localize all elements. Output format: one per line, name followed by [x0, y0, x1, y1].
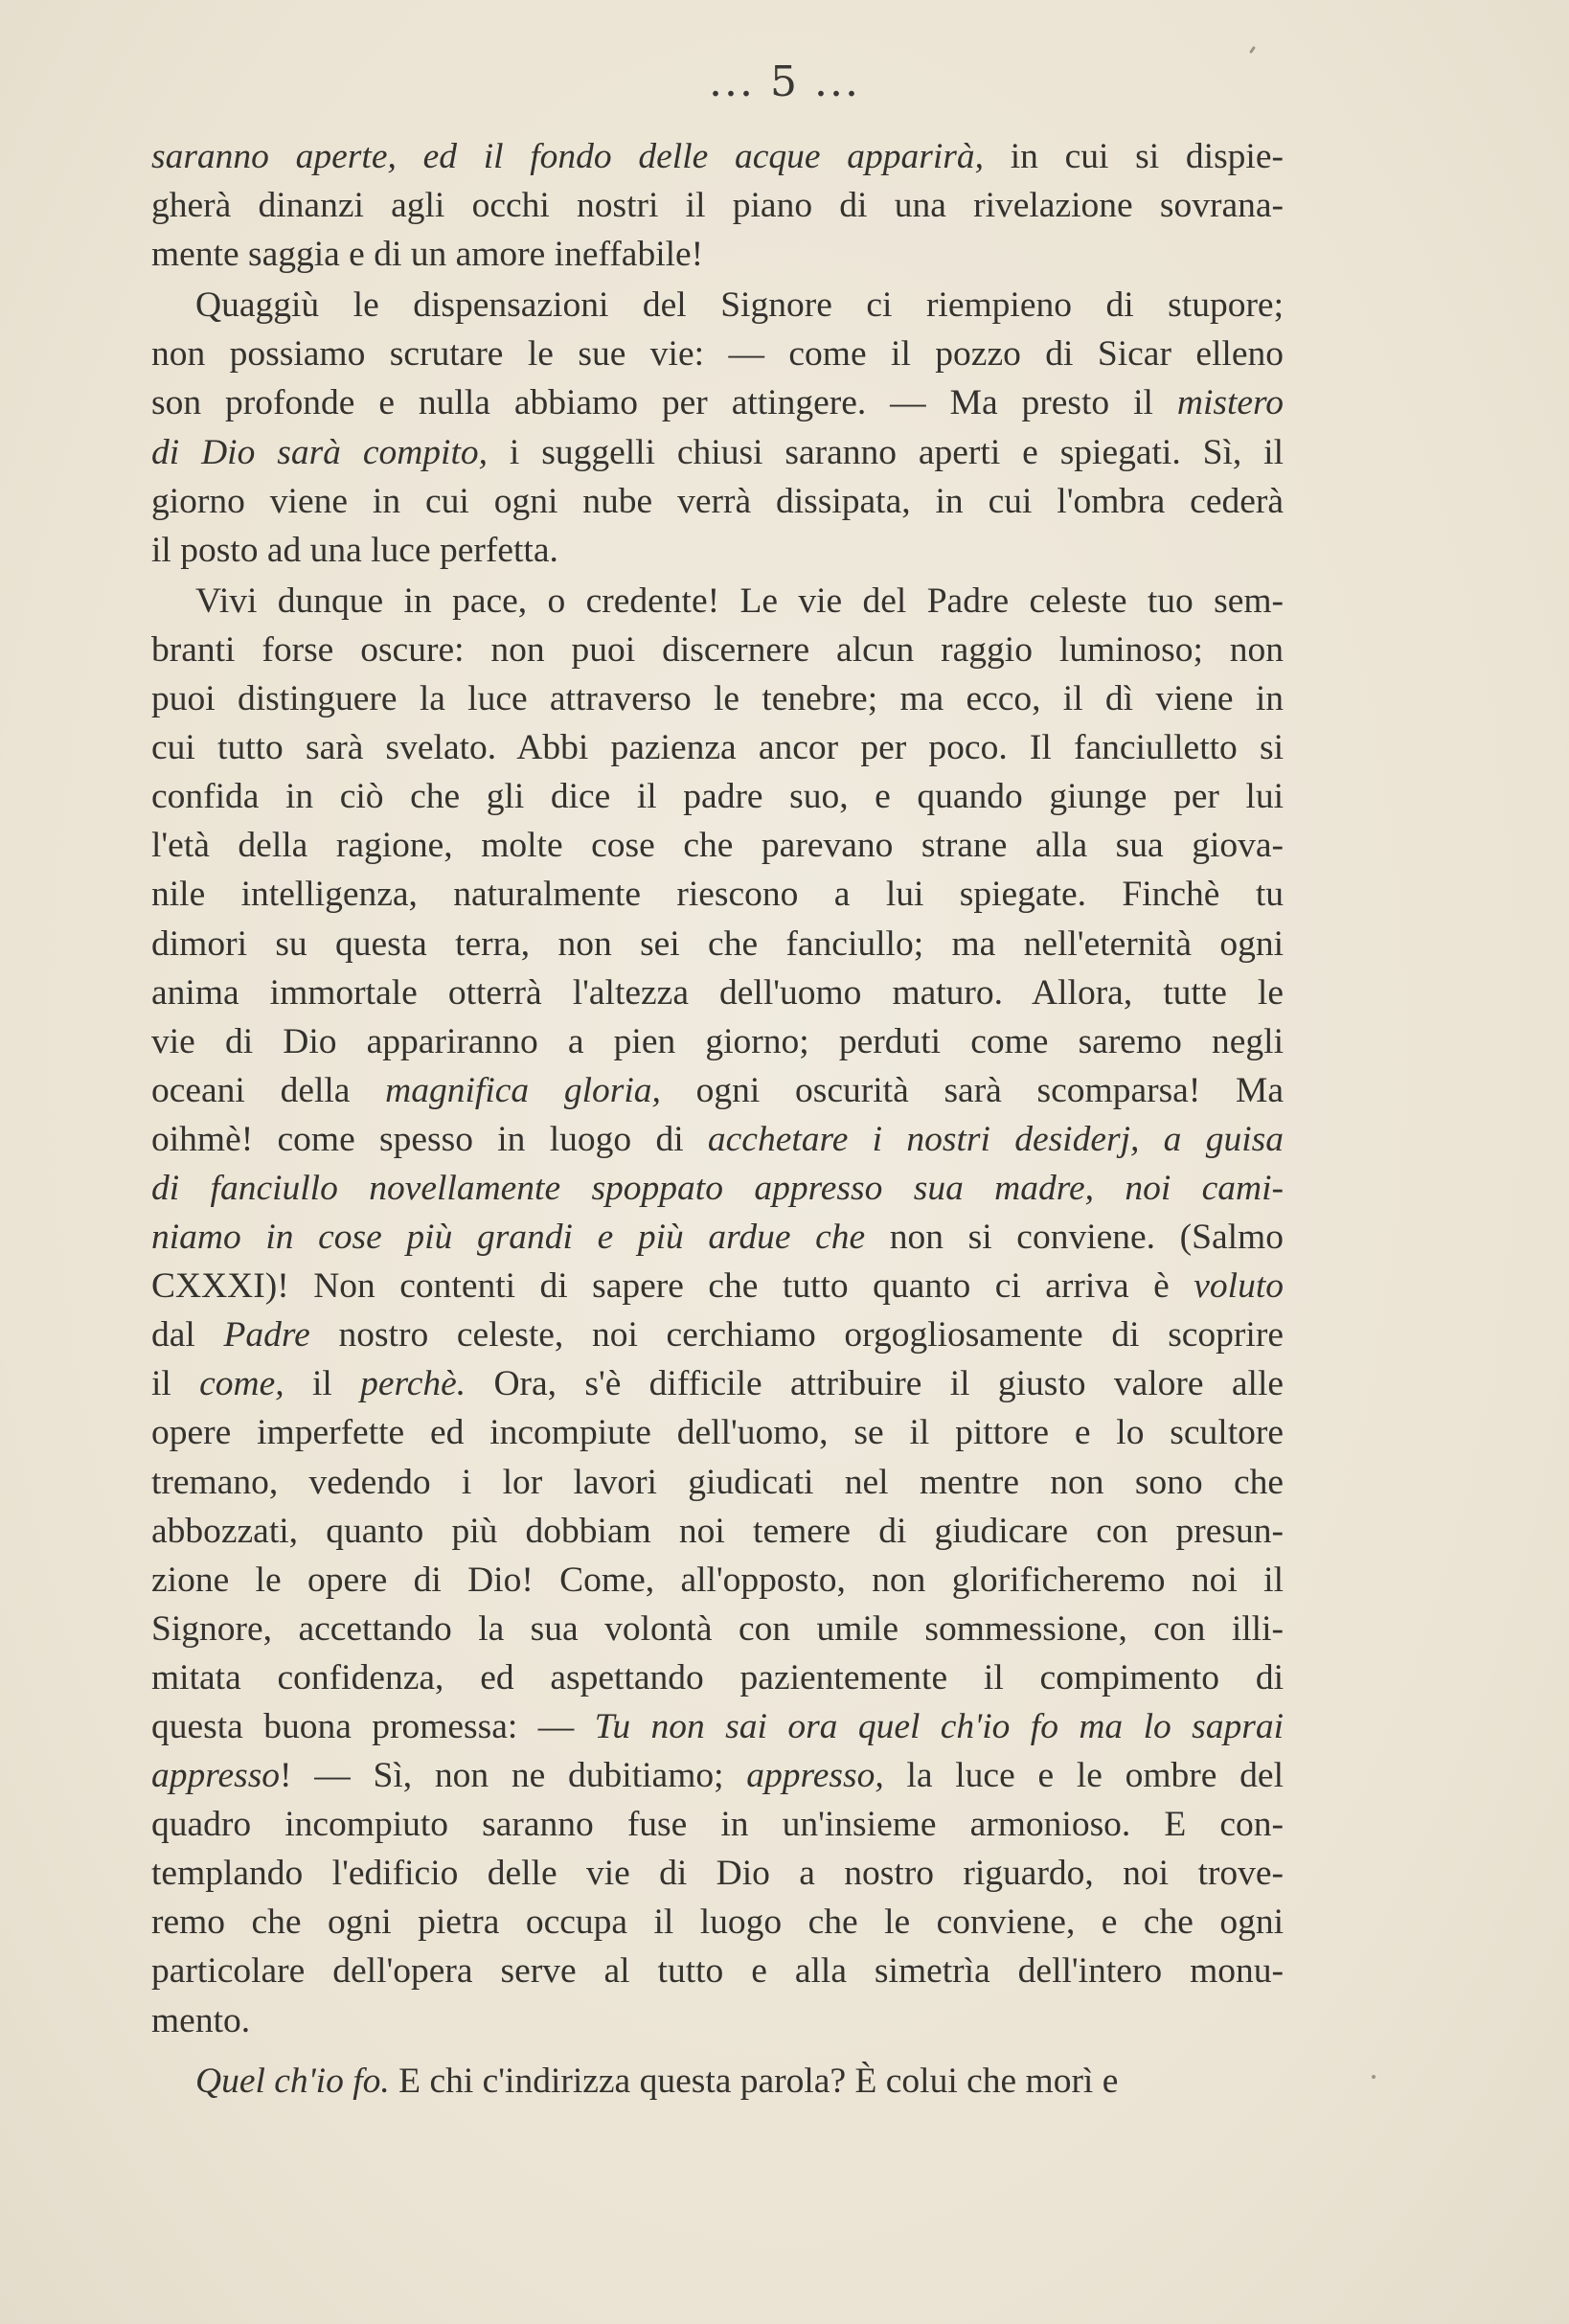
italic-text: magnifica gloria, — [385, 1070, 661, 1110]
text-run: mente saggia e di un amore ineffabile! — [151, 235, 704, 275]
text-line — [151, 1164, 1284, 1213]
text-run: il — [284, 1364, 361, 1404]
paper-speck — [1249, 46, 1256, 54]
text-line — [151, 1947, 1284, 1995]
text-line — [151, 821, 1284, 870]
text-run: Vivi dunque in pace, o credente! Le vie del Padre celeste tuo sem- — [195, 581, 1284, 621]
text-line — [151, 1262, 1284, 1310]
text-run: cui tutto sarà svelato. Abbi pazienza ancor per poco. Il fanciulletto si — [151, 728, 1284, 768]
text-line — [151, 2057, 1284, 2106]
italic-text: acchetare i nostri desiderj, a guisa — [707, 1119, 1284, 1159]
text-line — [151, 1800, 1284, 1849]
text-run: son profonde e nulla abbiamo per attingere. — Ma presto il — [151, 383, 1177, 423]
text-run: ! — Sì, non ne dubitiamo; — [280, 1756, 747, 1796]
text-line — [151, 281, 1284, 330]
text-run: CXXXI)! Non contenti di sapere che tutto quanto ci arriva è — [151, 1266, 1194, 1307]
text-run: Quaggiù le dispensazioni del Signore ci riempieno di stupore; — [195, 285, 1284, 326]
text-run: E chi c'indirizza questa parola? È colui che morì e — [389, 2061, 1119, 2101]
text-run: quadro incompiuto saranno fuse in un'insieme armonioso. E con- — [151, 1805, 1284, 1845]
text-run: templando l'edificio delle vie di Dio a nostro riguardo, noi trove- — [151, 1854, 1284, 1894]
text-run: anima immortale otterrà l'altezza dell'uomo maturo. Allora, tutte le — [151, 972, 1284, 1013]
text-line — [151, 1556, 1284, 1605]
italic-text: perchè. — [360, 1364, 466, 1404]
italic-text: mistero — [1176, 383, 1284, 423]
text-line — [151, 1458, 1284, 1507]
italic-text: di fanciullo novellamente spoppato appresso sua madre, noi cami- — [151, 1168, 1284, 1208]
text-run: oceani della — [151, 1070, 386, 1110]
italic-text: appresso, — [746, 1756, 884, 1796]
text-run: tremano, vedendo i lor lavori giudicati nel mentre non sono che — [151, 1462, 1284, 1502]
text-line — [151, 1849, 1284, 1898]
text-run: opere imperfette ed incompiute dell'uomo, se il pittore e lo scultore — [151, 1413, 1284, 1453]
italic-text: saranno aperte, ed il fondo delle acque apparirà, — [151, 137, 985, 176]
text-line — [151, 1359, 1284, 1408]
text-run: nostro celeste, noi cerchiamo orgogliosamente di scoprire — [309, 1315, 1284, 1356]
text-run: Ora, s'è difficile attribuire il giusto valore alle — [466, 1364, 1285, 1404]
text-run: Signore, accettando la sua volontà con umile sommessione, con illi- — [151, 1608, 1284, 1649]
italic-text: appresso — [151, 1756, 281, 1796]
text-run: nile intelligenza, naturalmente riescono a lui spiegate. Finchè tu — [151, 875, 1284, 915]
italic-text: niamo in cose più grandi e più ardue che — [151, 1218, 866, 1258]
text-line — [151, 1017, 1284, 1066]
text-line — [151, 1702, 1284, 1751]
text-run: mento. — [151, 2000, 251, 2040]
text-run: remo che ogni pietra occupa il luogo che le conviene, e che ogni — [151, 1902, 1284, 1943]
text-line — [151, 132, 1284, 181]
text-line — [151, 1310, 1284, 1359]
text-run: abbozzati, quanto più dobbiam noi temere di giudicare con presun- — [151, 1511, 1284, 1551]
paper-speck — [1372, 2075, 1376, 2079]
text-line — [151, 1751, 1284, 1800]
body-text — [151, 132, 1284, 2106]
text-run: i suggelli chiusi saranno aperti e spiegati. Sì, il — [488, 432, 1285, 472]
text-line — [151, 1066, 1284, 1115]
text-line — [151, 1408, 1284, 1457]
text-line — [151, 772, 1284, 821]
text-line — [151, 181, 1284, 230]
text-line — [151, 526, 1284, 575]
text-run: confida in ciò che gli dice il padre suo, e quando giunge per lui — [151, 777, 1284, 817]
text-run: in cui si dispie- — [984, 137, 1284, 176]
text-run: l'età della ragione, molte cose che parevano strane alla sua giova- — [151, 826, 1284, 866]
text-line — [151, 378, 1284, 427]
text-line — [151, 968, 1284, 1017]
text-line — [151, 1115, 1284, 1164]
text-run: puoi distinguere la luce attraverso le tenebre; ma ecco, il dì viene in — [151, 679, 1284, 719]
text-line — [151, 1996, 1284, 2045]
text-line — [151, 626, 1284, 674]
text-line — [151, 330, 1284, 378]
italic-text: come, — [199, 1364, 284, 1404]
text-line — [151, 920, 1284, 968]
text-run: dimori su questa terra, non sei che fanciullo; ma nell'eternità ogni — [151, 923, 1284, 964]
text-run: questa buona promessa: — — [151, 1707, 595, 1746]
text-run: la luce e le ombre del — [883, 1756, 1284, 1796]
text-run: non possiamo scrutare le sue vie: — come il pozzo di Sicar elleno — [151, 334, 1284, 375]
text-line — [151, 1653, 1284, 1702]
text-line — [151, 674, 1284, 723]
text-run: gherà dinanzi agli occhi nostri il piano di una rivelazione sovrana- — [151, 186, 1284, 226]
text-run: ogni oscurità sarà scomparsa! Ma — [660, 1070, 1285, 1110]
text-run: il — [151, 1364, 200, 1404]
page-number-header: ... 5 ... — [709, 57, 860, 106]
text-line — [151, 1507, 1284, 1556]
italic-text: Quel ch'io fo. — [195, 2061, 390, 2101]
text-run: particolare dell'opera serve al tutto e alla simetrìa dell'intero monu- — [151, 1951, 1284, 1992]
italic-text: Tu non sai ora quel ch'io fo ma lo saprai — [594, 1707, 1284, 1746]
text-run: vie di Dio appariranno a pien giorno; perduti come saremo negli — [151, 1021, 1284, 1061]
text-run: non si conviene. (Salmo — [865, 1218, 1284, 1258]
text-line — [151, 723, 1284, 772]
text-run: il posto ad una luce perfetta. — [151, 530, 558, 570]
italic-text: Padre — [223, 1315, 310, 1356]
text-line — [151, 1898, 1284, 1947]
text-run: mitata confidenza, ed aspettando pazientemente il compimento di — [151, 1657, 1284, 1697]
text-line — [151, 870, 1284, 919]
text-run: oihmè! come spesso in luogo di — [151, 1119, 708, 1159]
italic-text: di Dio sarà compito, — [151, 432, 489, 472]
text-line — [151, 477, 1284, 526]
text-line — [151, 428, 1284, 477]
text-run: zione le opere di Dio! Come, all'opposto, non glorificheremo noi il — [151, 1560, 1284, 1600]
text-line — [151, 230, 1284, 279]
text-run: giorno viene in cui ogni nube verrà dissipata, in cui l'ombra cederà — [151, 481, 1284, 521]
text-run: dal — [151, 1315, 224, 1356]
text-run: branti forse oscure: non puoi discernere alcun raggio luminoso; non — [151, 629, 1284, 670]
text-line — [151, 1213, 1284, 1262]
text-line — [151, 577, 1284, 626]
italic-text: voluto — [1194, 1266, 1284, 1307]
text-line — [151, 1605, 1284, 1653]
